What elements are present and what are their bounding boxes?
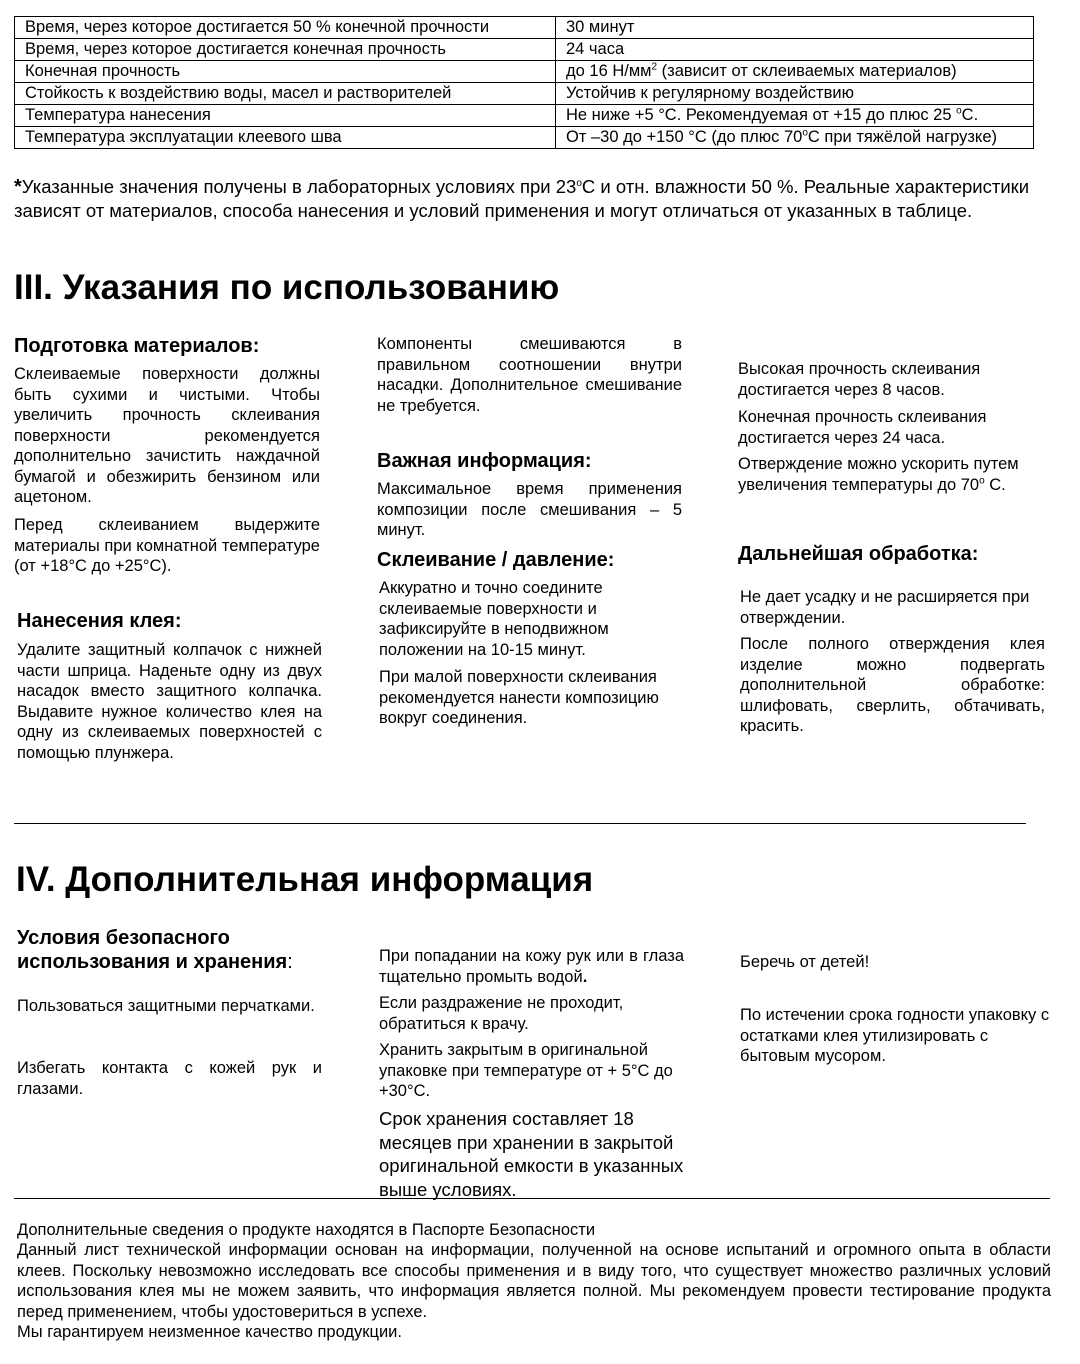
table-key: Температура эксплуатации клеевого шва <box>15 127 556 149</box>
table-key: Время, через которое достигается конечная прочность <box>15 39 556 61</box>
prep-heading: Подготовка материалов: <box>14 335 260 357</box>
storage-paragraph: Хранить закрытым в оригинальной упаковке при температуре от + 5°С до +30°С. <box>379 1041 673 1100</box>
superscript: о <box>802 127 808 139</box>
strength-paragraph: Высокая прочность склеивания достигается через 8 часов. <box>738 360 981 399</box>
section-4-title: IV. Дополнительная информация <box>16 860 594 899</box>
important-heading: Важная информация: <box>377 450 592 472</box>
table-value: Устойчив к регулярному воздействию <box>556 83 1034 105</box>
footer-sds-line: Дополнительные сведения о продукте находятся в Паспорте Безопасности <box>17 1221 596 1239</box>
bond-paragraph: При малой поверхности склеивания рекомендуется нанести композицию вокруг соединения. <box>379 668 659 727</box>
table-key: Температура нанесения <box>15 105 556 127</box>
table-value: 24 часа <box>556 39 1034 61</box>
strength-text: Отверждение можно ускорить путем увеличения температуры до 70 <box>738 455 1019 494</box>
table-row <box>15 105 1034 127</box>
further-paragraph: Не дает усадку и не расширяется при отверждении. <box>740 588 1030 627</box>
table-key: Конечная прочность <box>15 61 556 83</box>
table-row <box>15 61 1034 83</box>
table-row <box>15 17 1034 39</box>
mix-paragraph: Компоненты смешиваются в правильном соотношении внутри насадки. Дополнительное смешивание не требуется. <box>377 335 682 415</box>
table-row <box>15 83 1034 105</box>
apply-heading: Нанесения клея: <box>17 610 182 632</box>
value-text: (зависит от склеиваемых материалов) <box>657 62 957 80</box>
important-paragraph: Максимальное время применения композиции после смешивания – 5 минут. <box>377 480 682 539</box>
value-text: до 16 Н/мм <box>566 62 652 80</box>
section-divider <box>14 823 1026 824</box>
superscript: о <box>576 177 582 189</box>
superscript: о <box>956 105 962 117</box>
footer-disclaimer: Данный лист технической информации основан на информации, полученной на основе испытаний и огромного опыта в области клеев. Поскольку невозможно исследовать все способы применения и в виду того, что существует множество различных условий использования клея мы не можем заявить, что информация является полной. Мы рекомендуем провести тестирование продукта перед применением, чтобы удостовериться в успехе. <box>17 1241 1051 1321</box>
strength-text: С. <box>984 475 1006 494</box>
footnote <box>14 175 1044 223</box>
table-value <box>556 127 1034 149</box>
table-row <box>15 127 1034 149</box>
footnote-text: Указанные значения получены в лабораторных условиях при 23 <box>21 176 577 197</box>
footnote-star: * <box>14 176 22 198</box>
prep-paragraph: Склеиваемые поверхности должны быть сухими и чистыми. Чтобы увеличить прочность склеивания поверхности рекомендуется дополнительно зачистить наждачной бумагой и обезжирить бензином или ацетоном. <box>14 365 320 506</box>
skin-text: При попадании на кожу рук или в глаза тщательно промыть водой <box>379 947 684 986</box>
table-value: 30 минут <box>556 17 1034 39</box>
footer-divider <box>14 1198 1050 1199</box>
footnote-text: С и отн. влажности 50 %. Реальные характеристики зависят от материалов, способа нанесения и условий применения и могут отличаться от указанных в таблице. <box>14 176 1030 221</box>
value-text: От –30 до +150 °С (до плюс 70 <box>566 128 803 146</box>
shelf-life-paragraph: Срок хранения составляет 18 месяцев при хранении в закрытой оригинальной емкости в указанных выше условиях. <box>379 1108 684 1200</box>
value-text: Не ниже +5 °С. Рекомендуемая от +15 до плюс 25 <box>566 106 957 124</box>
superscript: о <box>979 475 985 486</box>
safe-heading-colon: : <box>287 951 293 973</box>
value-text: С при тяжёлой нагрузке) <box>807 128 998 146</box>
superscript: 2 <box>651 61 658 73</box>
properties-table <box>14 16 1034 149</box>
table-value <box>556 61 1034 83</box>
children-warning: Беречь от детей! <box>740 953 870 971</box>
safe-heading <box>17 926 337 974</box>
safe-heading-text: Условия безопасного использования и хранения <box>17 927 288 973</box>
table-key: Стойкость к воздействию воды, масел и растворителей <box>15 83 556 105</box>
section-3-title: III. Указания по использованию <box>14 268 560 307</box>
further-heading: Дальнейшая обработка: <box>738 543 979 565</box>
value-text: С. <box>961 106 979 124</box>
strength-paragraph <box>738 454 1038 495</box>
table-row <box>15 39 1034 61</box>
prep-paragraph: Перед склеиванием выдержите материалы при комнатной температуре (от +18°С до +25°С). <box>14 516 320 575</box>
footer-quality-line: Мы гарантируем неизменное качество продукции. <box>17 1323 402 1341</box>
further-paragraph: После полного отверждения клея изделие можно подвергать дополнительной обработке: шлифовать, сверлить, обтачивать, красить. <box>740 635 1045 735</box>
table-key: Время, через которое достигается 50 % конечной прочности <box>15 17 556 39</box>
bond-paragraph: Аккуратно и точно соедините склеиваемые поверхности и зафиксируйте в неподвижном положении на 10-15 минут. <box>379 579 609 659</box>
disposal-paragraph: По истечении срока годности упаковку с остатками клея утилизировать с бытовым мусором. <box>740 1006 1050 1065</box>
strength-paragraph: Конечная прочность склеивания достигается через 24 часа. <box>738 408 987 447</box>
table-value <box>556 105 1034 127</box>
safe-paragraph: Избегать контакта с кожей рук и глазами. <box>17 1059 322 1098</box>
bond-heading: Склеивание / давление: <box>377 549 615 571</box>
skin-dot: . <box>582 967 588 986</box>
apply-paragraph: Удалите защитный колпачок с нижней части шприца. Наденьте одну из двух насадок вместо защитного колпачка. Выдавите нужное количество клея на одну из склеиваемых поверхностей с помощью плунжера. <box>17 641 322 762</box>
safe-paragraph: Пользоваться защитными перчатками. <box>17 997 315 1015</box>
skin-paragraph <box>379 946 684 987</box>
irritation-paragraph: Если раздражение не проходит, обратиться к врачу. <box>379 994 624 1033</box>
